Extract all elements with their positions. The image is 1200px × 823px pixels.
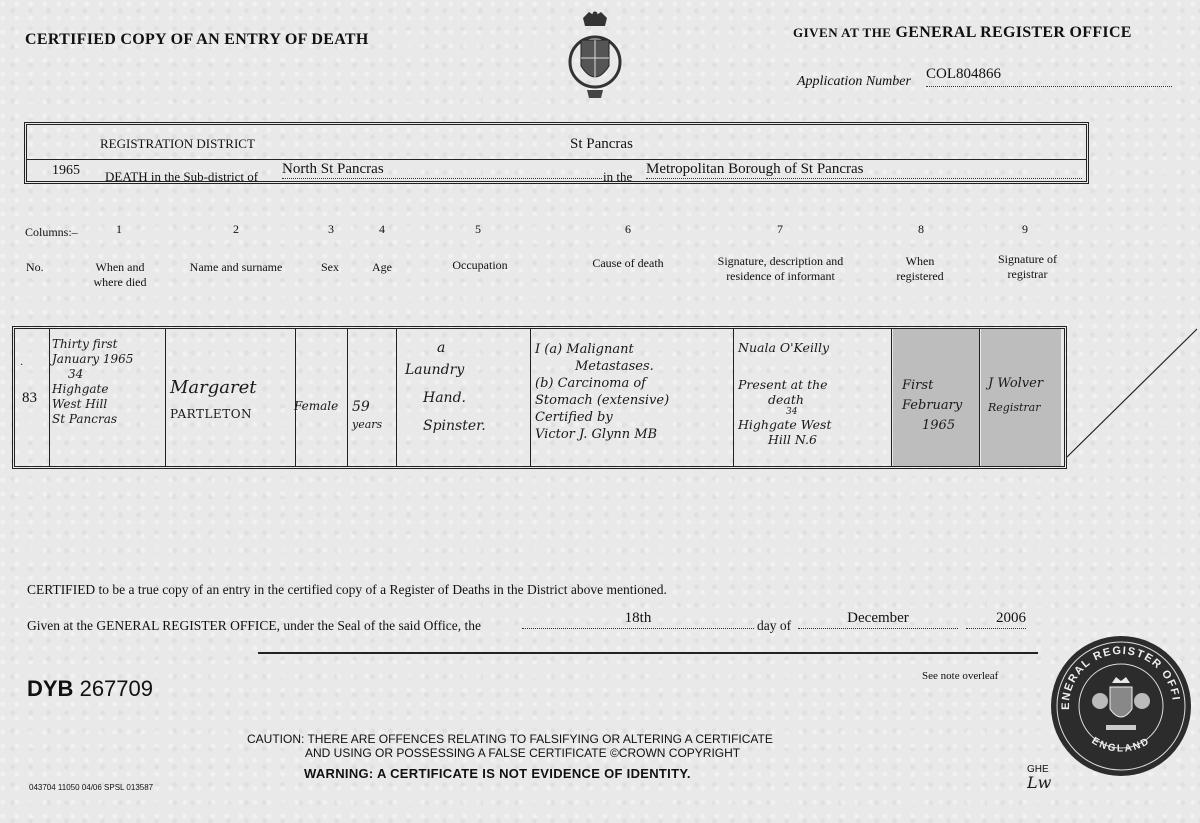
column-header: Age (372, 260, 392, 274)
column-number: 2 (233, 222, 239, 236)
registration-district-label: REGISTRATION DISTRICT (100, 136, 255, 151)
column-number: 4 (379, 222, 385, 236)
warning-text: WARNING: A CERTIFICATE IS NOT EVIDENCE OF IDENTITY. (304, 766, 691, 781)
district-divider (26, 159, 1086, 160)
column-number: 5 (475, 222, 481, 236)
entry-occupation: a Laundry Hand. Spinster. (405, 340, 486, 434)
document-title: CERTIFIED COPY OF AN ENTRY OF DEATH (25, 31, 369, 48)
certificate-month: December (798, 610, 958, 629)
entry-when-registered: First February 1965 (902, 378, 963, 433)
column-header: Sex (321, 260, 339, 274)
borough-value: Metropolitan Borough of St Pancras (646, 161, 1082, 179)
column-header-no: No. (26, 260, 44, 274)
column-number: 7 (777, 222, 783, 236)
columns-label: Columns:– (25, 225, 78, 239)
entry-informant: Nuala O'Keilly Present at the death 34 Highgate West Hill N.6 (738, 340, 832, 447)
day-of-label: day of (757, 618, 792, 633)
certificate-year: 2006 (966, 610, 1026, 629)
application-number: COL804866 (926, 66, 1172, 87)
royal-crest-icon (565, 10, 625, 102)
column-number: 3 (328, 222, 334, 236)
certificate-day: 18th (522, 610, 754, 629)
column-header: When registered (896, 254, 944, 283)
entry-when-where: Thirty first January 1965 34 Highgate West Hill St Pancras (52, 337, 134, 426)
svg-text:GENERAL REGISTER OFFICE: ENERAL REGISTER OFFI (1059, 644, 1182, 710)
sub-district-value: North St Pancras (282, 161, 602, 179)
entry-name: Margaret PARTLETON (170, 377, 257, 421)
cancel-line (1065, 325, 1200, 460)
serial-number: DYB 267709 (27, 676, 153, 701)
column-header: Occupation (452, 258, 508, 272)
in-the-label: in the (603, 169, 633, 184)
column-number: 1 (116, 222, 122, 236)
caution-text: CAUTION: THERE ARE OFFENCES RELATING TO FALSIFYING OR ALTERING A CERTIFICATE AND USING OR POSSESSING A FALSE CERTIFICATE ©CROWN COPYRIGHT (247, 732, 773, 760)
given-at-statement: Given at the GENERAL REGISTER OFFICE, under the Seal of the said Office, the (27, 618, 482, 633)
certificate-page: CERTIFIED COPY OF AN ENTRY OF DEATH GIVEN AT THE GENERAL REGISTER OFFICE Application Number COL804866 REGISTRATION DISTRICT St Pancras 1965 DEATH in the Sub-district of North St Pancras in the Metropolitan Borough of St Pancras Columns:– 1 2 3 4 5 6 7 8 9 No. When and where died Name and surname Sex Age Occupation Cause of death Signature, description and residence of informant When registered Signature of registrar · 83 Thirty first January 1965 34 Highgate West Hill St Pancras Margaret PARTLETON Female 59 years a Laundry Hand. Spinster. I (a) Malignant Metastases. (b) Carcinoma of Stomach (extensive) Certified by Victor J. Glynn MB Nuala O'Keilly Present at the death 34 Highgate West Hill N.6 First February 1965 J Wolver Registrar CERTIFIED to be a true copy of an entry in the certified copy of a Register of Deaths in the District above mentioned. Given at the GENERAL REGISTER OFFICE, under the Seal of the said Office, the 18th day of December 2006 DYB 267709 See note overleaf CAUTION: THERE ARE OFFENCES RELATING TO FALSIFYING OR ALTERING A CERTIFICATE AND USING OR POSSESSING A FALSE CERTIFICATE ©CROWN COPYRIGHT WARNING: A CERTIFICATE IS NOT EVIDENCE OF IDENTITY. 043704 11050 04/06 SPSL 013587 GHE Lw ENERAL REGISTER OFFI ENGLAND (0, 0, 1200, 823)
certificate-rule (258, 652, 1038, 654)
application-number-label: Application Number (797, 74, 911, 89)
entry-number: 83 (22, 390, 37, 406)
entry-age: 59 years (352, 399, 383, 431)
column-header: Signature of registrar (998, 252, 1057, 281)
certified-statement: CERTIFIED to be a true copy of an entry in the certified copy of a Register of Deaths in the District above mentioned. (27, 582, 667, 597)
registration-district-value: St Pancras (570, 136, 633, 152)
entry-registrar-signature: J Wolver Registrar (988, 376, 1044, 414)
column-number: 6 (625, 222, 631, 236)
column-header: Cause of death (592, 256, 664, 270)
column-header: Signature, description and residence of informant (717, 254, 844, 283)
entry-cause-of-death: I (a) Malignant Metastases. (b) Carcinoma of Stomach (extensive) Certified by Victor J. Glynn MB (535, 342, 670, 442)
print-code: 043704 11050 04/06 SPSL 013587 (29, 783, 154, 792)
registration-year: 1965 (52, 163, 80, 178)
given-at-label: GIVEN AT THE (793, 25, 892, 40)
svg-text:ENGLAND: ENGLAND (1089, 735, 1153, 755)
office-heading (793, 24, 1132, 42)
see-note-overleaf: See note overleaf (922, 670, 999, 682)
general-register-office-seal-icon (1050, 635, 1192, 777)
sub-district-label: DEATH in the Sub-district of (105, 169, 259, 184)
entry-sex: Female (294, 399, 339, 413)
column-header: Name and surname (189, 260, 283, 274)
office-name: GENERAL REGISTER OFFICE (895, 24, 1132, 41)
ghe-mark: GHE Lw (1027, 764, 1052, 792)
column-header: When and where died (93, 260, 147, 289)
column-number: 9 (1022, 222, 1028, 236)
column-number: 8 (918, 222, 924, 236)
